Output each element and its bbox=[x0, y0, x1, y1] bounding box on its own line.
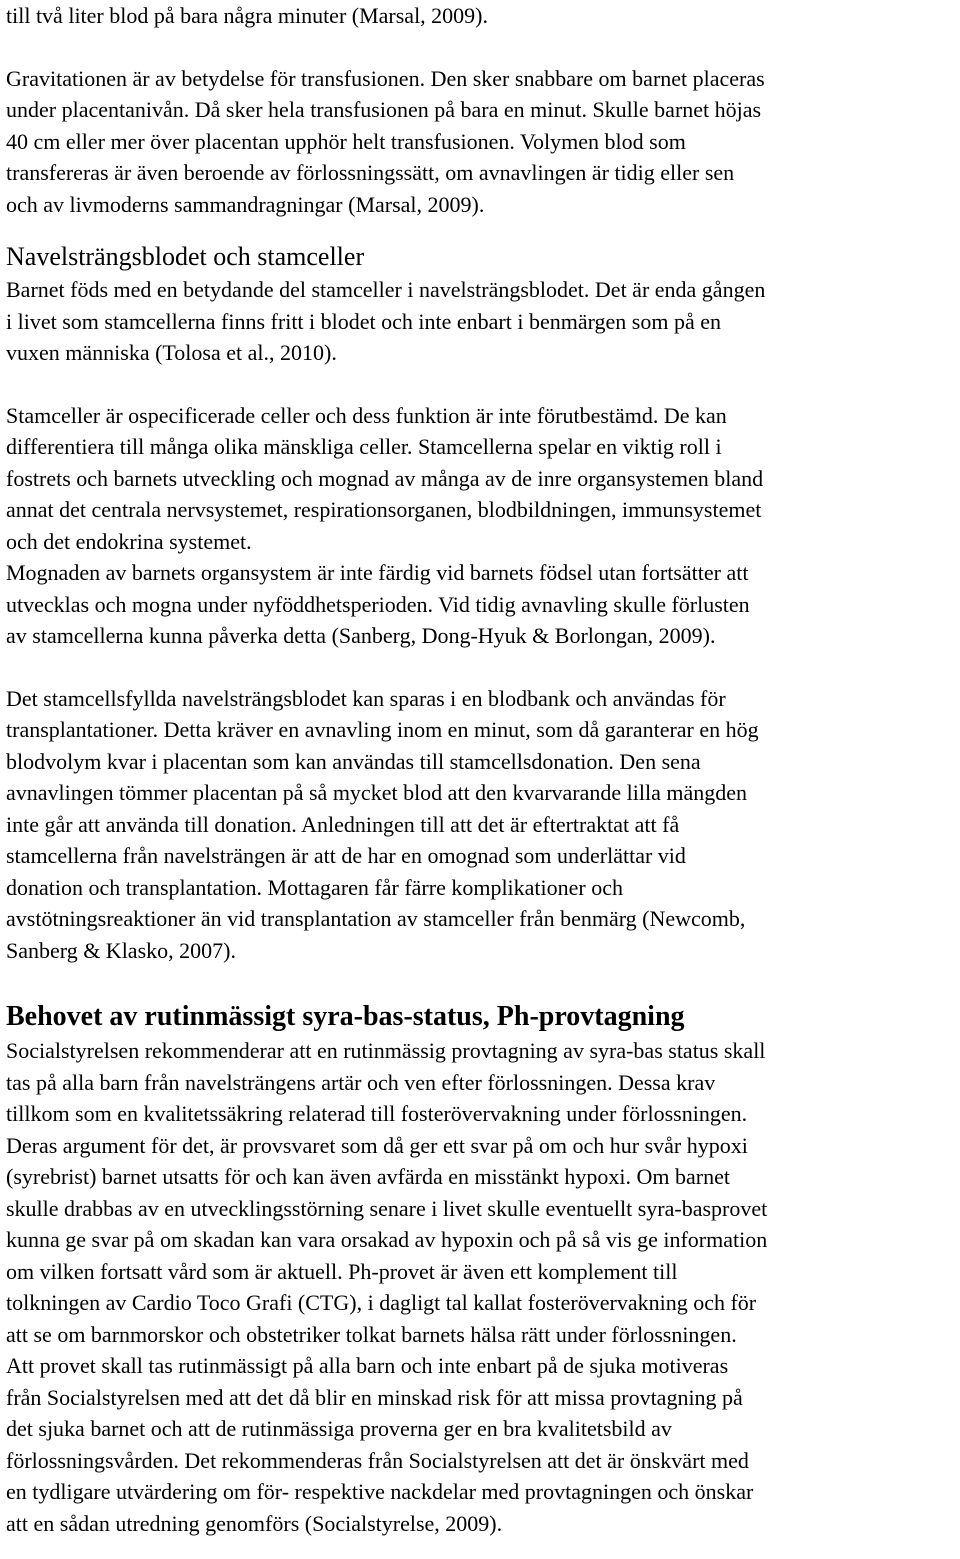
text-line: tillkom som en kvalitetssäkring relaterad till fosterövervakning under förlossningen. bbox=[6, 1101, 748, 1126]
paragraph-stem-function bbox=[6, 400, 956, 652]
text-line: kunna ge svar på om skadan kan vara orsakad av hypoxin och på så vis ge information bbox=[6, 1227, 768, 1252]
paragraph-spacer bbox=[6, 369, 956, 400]
paragraph-stem-intro bbox=[6, 274, 956, 369]
paragraph-intro-end: till två liter blod på bara några minuter (Marsal, 2009). bbox=[6, 3, 489, 28]
text-line: i livet som stamcellerna finns fritt i blodet och inte enbart i benmärgen som på en bbox=[6, 308, 722, 334]
text-line: avstötningsreaktioner än vid transplantation av stamceller från benmärg (Newcomb, bbox=[6, 906, 746, 931]
text-line: om vilken fortsatt vård som är aktuell. Ph-provet är även ett komplement till bbox=[6, 1258, 678, 1284]
text-line: (syrebrist) barnet utsatts för och kan även avfärda en misstänkt hypoxi. Om barnet bbox=[6, 1164, 730, 1189]
text-line: transplantationer. Detta kräver en avnavling inom en minut, som då garanterar en hög bbox=[6, 717, 759, 742]
text-line: att en sådan utredning genomförs (Socialstyrelse, 2009). bbox=[6, 1510, 503, 1536]
paragraph-acid-base bbox=[6, 1035, 956, 1539]
text-line: från Socialstyrelsen med att det då blir en minskad risk för att missa provtagning på bbox=[6, 1384, 743, 1410]
text-line: tas på alla barn från navelsträngens artär och ven efter förlossningen. Dessa krav bbox=[6, 1069, 716, 1095]
heading-spacer bbox=[6, 966, 956, 999]
text-line: av stamcellerna kunna påverka detta (Sanberg, Dong-Hyuk & Borlongan, 2009). bbox=[6, 623, 716, 648]
text-line: Det stamcellsfyllda navelsträngsblodet kan sparas i en blodbank och användas för bbox=[6, 685, 726, 711]
paragraph-spacer bbox=[6, 652, 956, 683]
text-line: Att provet skall tas rutinmässigt på alla barn och inte enbart på de sjuka motiveras bbox=[6, 1353, 729, 1378]
text-line: Barnet föds med en betydande del stamceller i navelsträngsblodet. Det är enda gången bbox=[6, 277, 766, 302]
document-page bbox=[6, 0, 956, 1539]
heading-acid-base: Behovet av rutinmässigt syra-bas-status, Ph-provtagning bbox=[6, 1001, 685, 1032]
text-line: och det endokrina systemet. bbox=[6, 528, 252, 554]
text-line: donation och transplantation. Mottagaren får färre komplikationer och bbox=[6, 874, 624, 900]
text-line: avnavlingen tömmer placentan på så mycket blod att den kvarvarande lilla mängden bbox=[6, 780, 748, 805]
text-line: under placentanivån. Då sker hela transfusionen på bara en minut. Skulle barnet höjas bbox=[6, 97, 762, 122]
text-line: 40 cm eller mer över placentan upphör helt transfusionen. Volymen blod som bbox=[6, 128, 686, 154]
text-line: Socialstyrelsen rekommenderar att en rutinmässig provtagning av syra-bas status skall bbox=[6, 1038, 766, 1063]
heading-spacer bbox=[6, 220, 956, 240]
text-line: skulle drabbas av en utvecklingsstörning senare i livet skulle eventuellt syra-basprovet bbox=[6, 1195, 768, 1221]
paragraph-blood-bank bbox=[6, 683, 956, 967]
text-line: transfereras är även beroende av förlossningssätt, om avnavlingen är tidig eller sen bbox=[6, 160, 735, 185]
text-line: det sjuka barnet och att de rutinmässiga proverna ger en bra kvalitetsbild av bbox=[6, 1416, 672, 1441]
text-line: Sanberg & Klasko, 2007). bbox=[6, 937, 236, 963]
text-line: utvecklas och mogna under nyföddhetsperioden. Vid tidig avnavling skulle förlusten bbox=[6, 591, 750, 617]
text-line: fostrets och barnets utveckling och mognad av många av de inre organsystemen bland bbox=[6, 465, 764, 491]
heading-stem-cells: Navelsträngsblodet och stamceller bbox=[6, 242, 365, 271]
text-line: Gravitationen är av betydelse för transfusionen. Den sker snabbare om barnet placeras bbox=[6, 65, 765, 91]
text-line: blodvolym kvar i placentan som kan användas till stamcellsdonation. Den sena bbox=[6, 748, 701, 774]
text-line: differentiera till många olika mänskliga celler. Stamcellerna spelar en viktig roll i bbox=[6, 434, 722, 459]
paragraph-gravity bbox=[6, 63, 956, 221]
text-line: vuxen människa (Tolosa et al., 2010). bbox=[6, 340, 337, 365]
text-line: inte går att använda till donation. Anledningen till att det är eftertraktat att få bbox=[6, 811, 680, 837]
text-line: annat det centrala nervsystemet, respirationsorganen, blodbildningen, immunsystemet bbox=[6, 497, 762, 522]
text-line: en tydligare utvärdering om för- respektive nackdelar med provtagningen och önskar bbox=[6, 1479, 754, 1504]
text-line: Deras argument för det, är provsvaret som då ger ett svar på om och hur svår hypoxi bbox=[6, 1132, 748, 1158]
text-line: Mognaden av barnets organsystem är inte färdig vid barnets födsel utan fortsätter att bbox=[6, 560, 749, 585]
text-line: stamcellerna från navelsträngen är att de har en omognad som underlättar vid bbox=[6, 843, 686, 868]
text-line: tolkningen av Cardio Toco Grafi (CTG), i dagligt tal kallat fosterövervakning och för bbox=[6, 1290, 757, 1315]
text-line: Stamceller är ospecificerade celler och dess funktion är inte förutbestämd. De kan bbox=[6, 402, 727, 428]
paragraph-spacer bbox=[6, 32, 956, 63]
text-line: och av livmoderns sammandragningar (Marsal, 2009). bbox=[6, 191, 485, 217]
text-line: att se om barnmorskor och obstetriker tolkat barnets hälsa rätt under förlossningen. bbox=[6, 1321, 737, 1347]
text-line: förlossningsvården. Det rekommenderas från Socialstyrelsen att det är önskvärt med bbox=[6, 1447, 749, 1473]
